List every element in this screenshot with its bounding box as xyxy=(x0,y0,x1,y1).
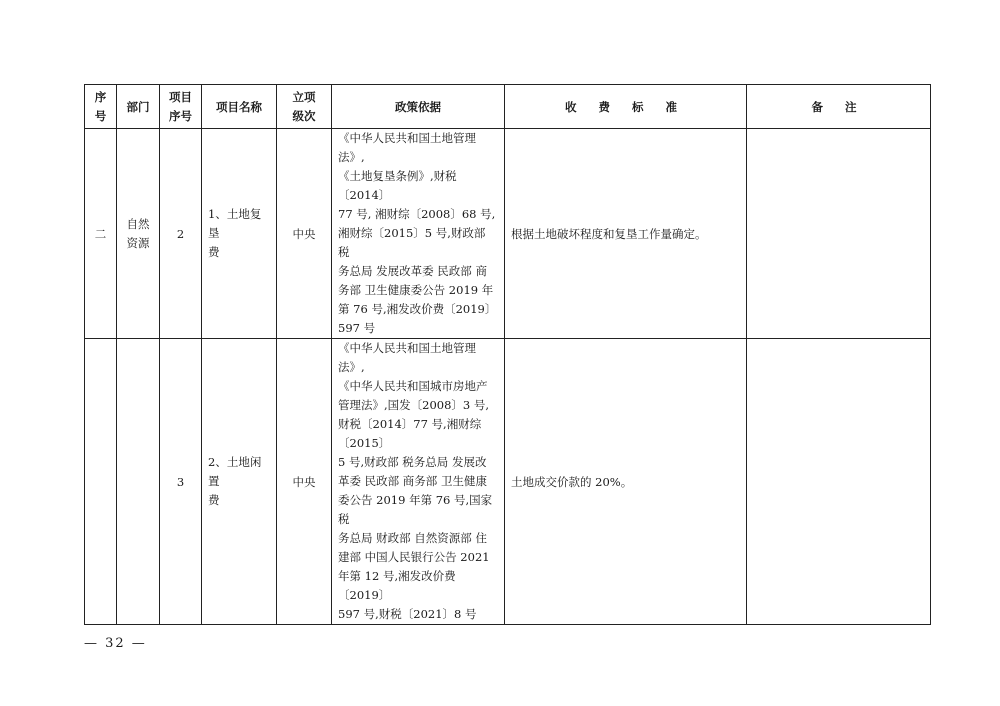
cell-item-name: 2、土地闲置 费 xyxy=(202,339,277,625)
page-number: — 32 — xyxy=(84,636,147,651)
cell-item-no: 3 xyxy=(160,339,202,625)
table-row xyxy=(85,339,931,625)
table-row xyxy=(85,129,931,339)
header-row xyxy=(85,85,931,129)
cell-item-no: 2 xyxy=(160,129,202,339)
header-item-name: 项目名称 xyxy=(202,85,277,129)
cell-seq xyxy=(85,339,117,625)
header-level: 立项 级次 xyxy=(277,85,332,129)
header-basis: 政策依据 xyxy=(332,85,505,129)
cell-remarks xyxy=(747,339,931,625)
cell-dept: 自然 资源 xyxy=(117,129,160,339)
header-remarks: 备 注 xyxy=(747,85,931,129)
cell-basis: 《中华人民共和国土地管理法》, 《中华人民共和国城市房地产 管理法》,国发〔2008〕3 号, 财税〔2014〕77 号,湘财综〔2015〕 5 号,财政部 税务总局 发展改 革委 民政部 商务部 卫生健康 委公告 2019 年第 76 号,国家税 务总局 财政部 自然资源部 住 建部 中国人民银行公告 2021 年第 12 号,湘发改价费〔2019〕 597 号,财税〔2021〕8 号 xyxy=(332,339,505,625)
fee-table xyxy=(84,84,931,625)
cell-seq: 二 xyxy=(85,129,117,339)
cell-level: 中央 xyxy=(277,339,332,625)
cell-basis: 《中华人民共和国土地管理法》, 《土地复垦条例》,财税〔2014〕 77 号, 湘财综〔2008〕68 号, 湘财综〔2015〕5 号,财政部 税 务总局 发展改革委 民政部 商 务部 卫生健康委公告 2019 年 第 76 号,湘发改价费〔2019〕 597 号 xyxy=(332,129,505,339)
header-dept: 部门 xyxy=(117,85,160,129)
header-standard: 收 费 标 准 xyxy=(505,85,747,129)
cell-remarks xyxy=(747,129,931,339)
header-item-no: 项目 序号 xyxy=(160,85,202,129)
cell-standard: 土地成交价款的 20%。 xyxy=(505,339,747,625)
cell-level: 中央 xyxy=(277,129,332,339)
header-seq: 序 号 xyxy=(85,85,117,129)
cell-dept xyxy=(117,339,160,625)
cell-standard: 根据土地破坏程度和复垦工作量确定。 xyxy=(505,129,747,339)
cell-item-name: 1、土地复垦 费 xyxy=(202,129,277,339)
